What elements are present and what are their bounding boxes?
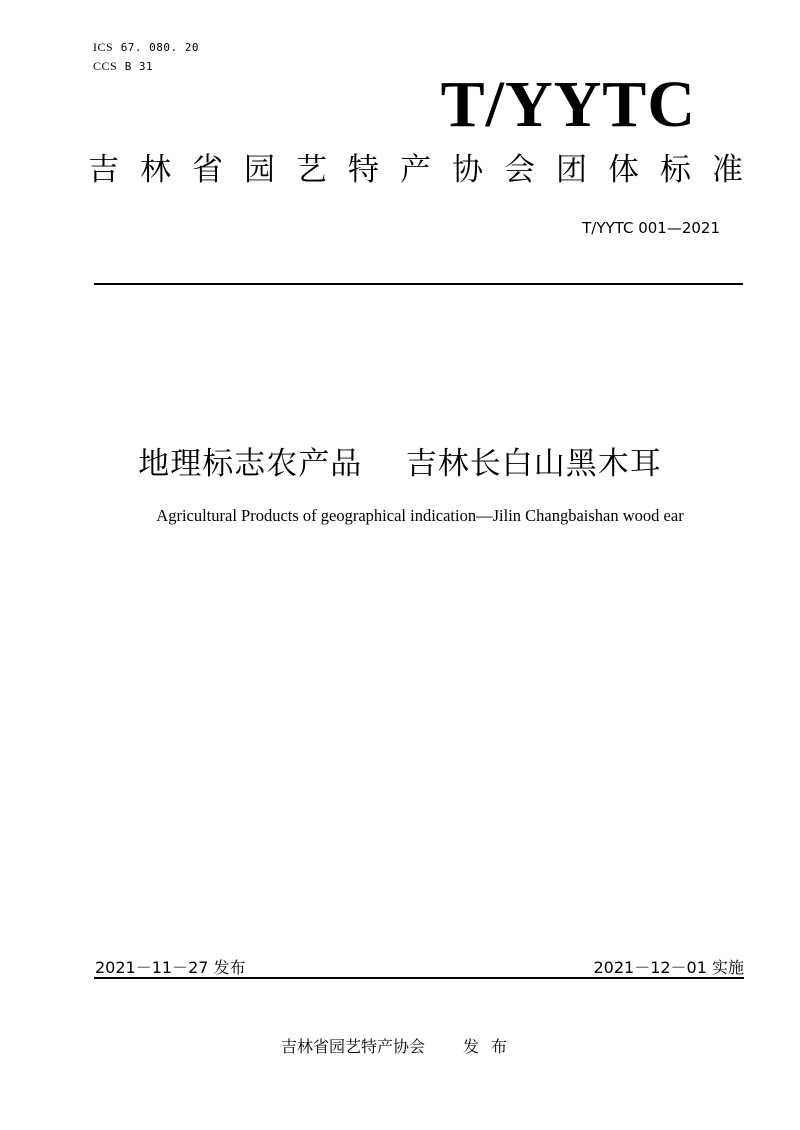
ccs-code: [93, 59, 153, 74]
organization-standard-title: 吉林省园艺特产协会团体标准: [88, 152, 764, 188]
document-title-chinese: 地理标志农产品 吉林长白山黑木耳: [138, 446, 662, 482]
ics-label: ICS: [93, 40, 114, 54]
issuer-action: 发布: [463, 1037, 520, 1056]
ccs-label: CCS: [93, 59, 118, 73]
ics-code: [93, 40, 199, 55]
issuer-line: [0, 1034, 800, 1057]
publication-date: 2021－11－27 发布: [95, 958, 246, 977]
brand-mark: T/YYTC: [440, 68, 696, 141]
standard-number: T/YYTC 001—2021: [582, 219, 720, 237]
implementation-date: 2021－12－01 实施: [593, 958, 744, 977]
issuer-name: 吉林省园艺特产协会: [280, 1037, 425, 1056]
ics-value: 67. 080. 20: [120, 41, 200, 54]
footer-divider: [94, 977, 744, 979]
header-divider: [94, 283, 743, 285]
document-title-english: Agricultural Products of geographical indication—Jilin Changbaishan wood ear: [156, 506, 684, 525]
ccs-value: B 31: [124, 60, 154, 73]
